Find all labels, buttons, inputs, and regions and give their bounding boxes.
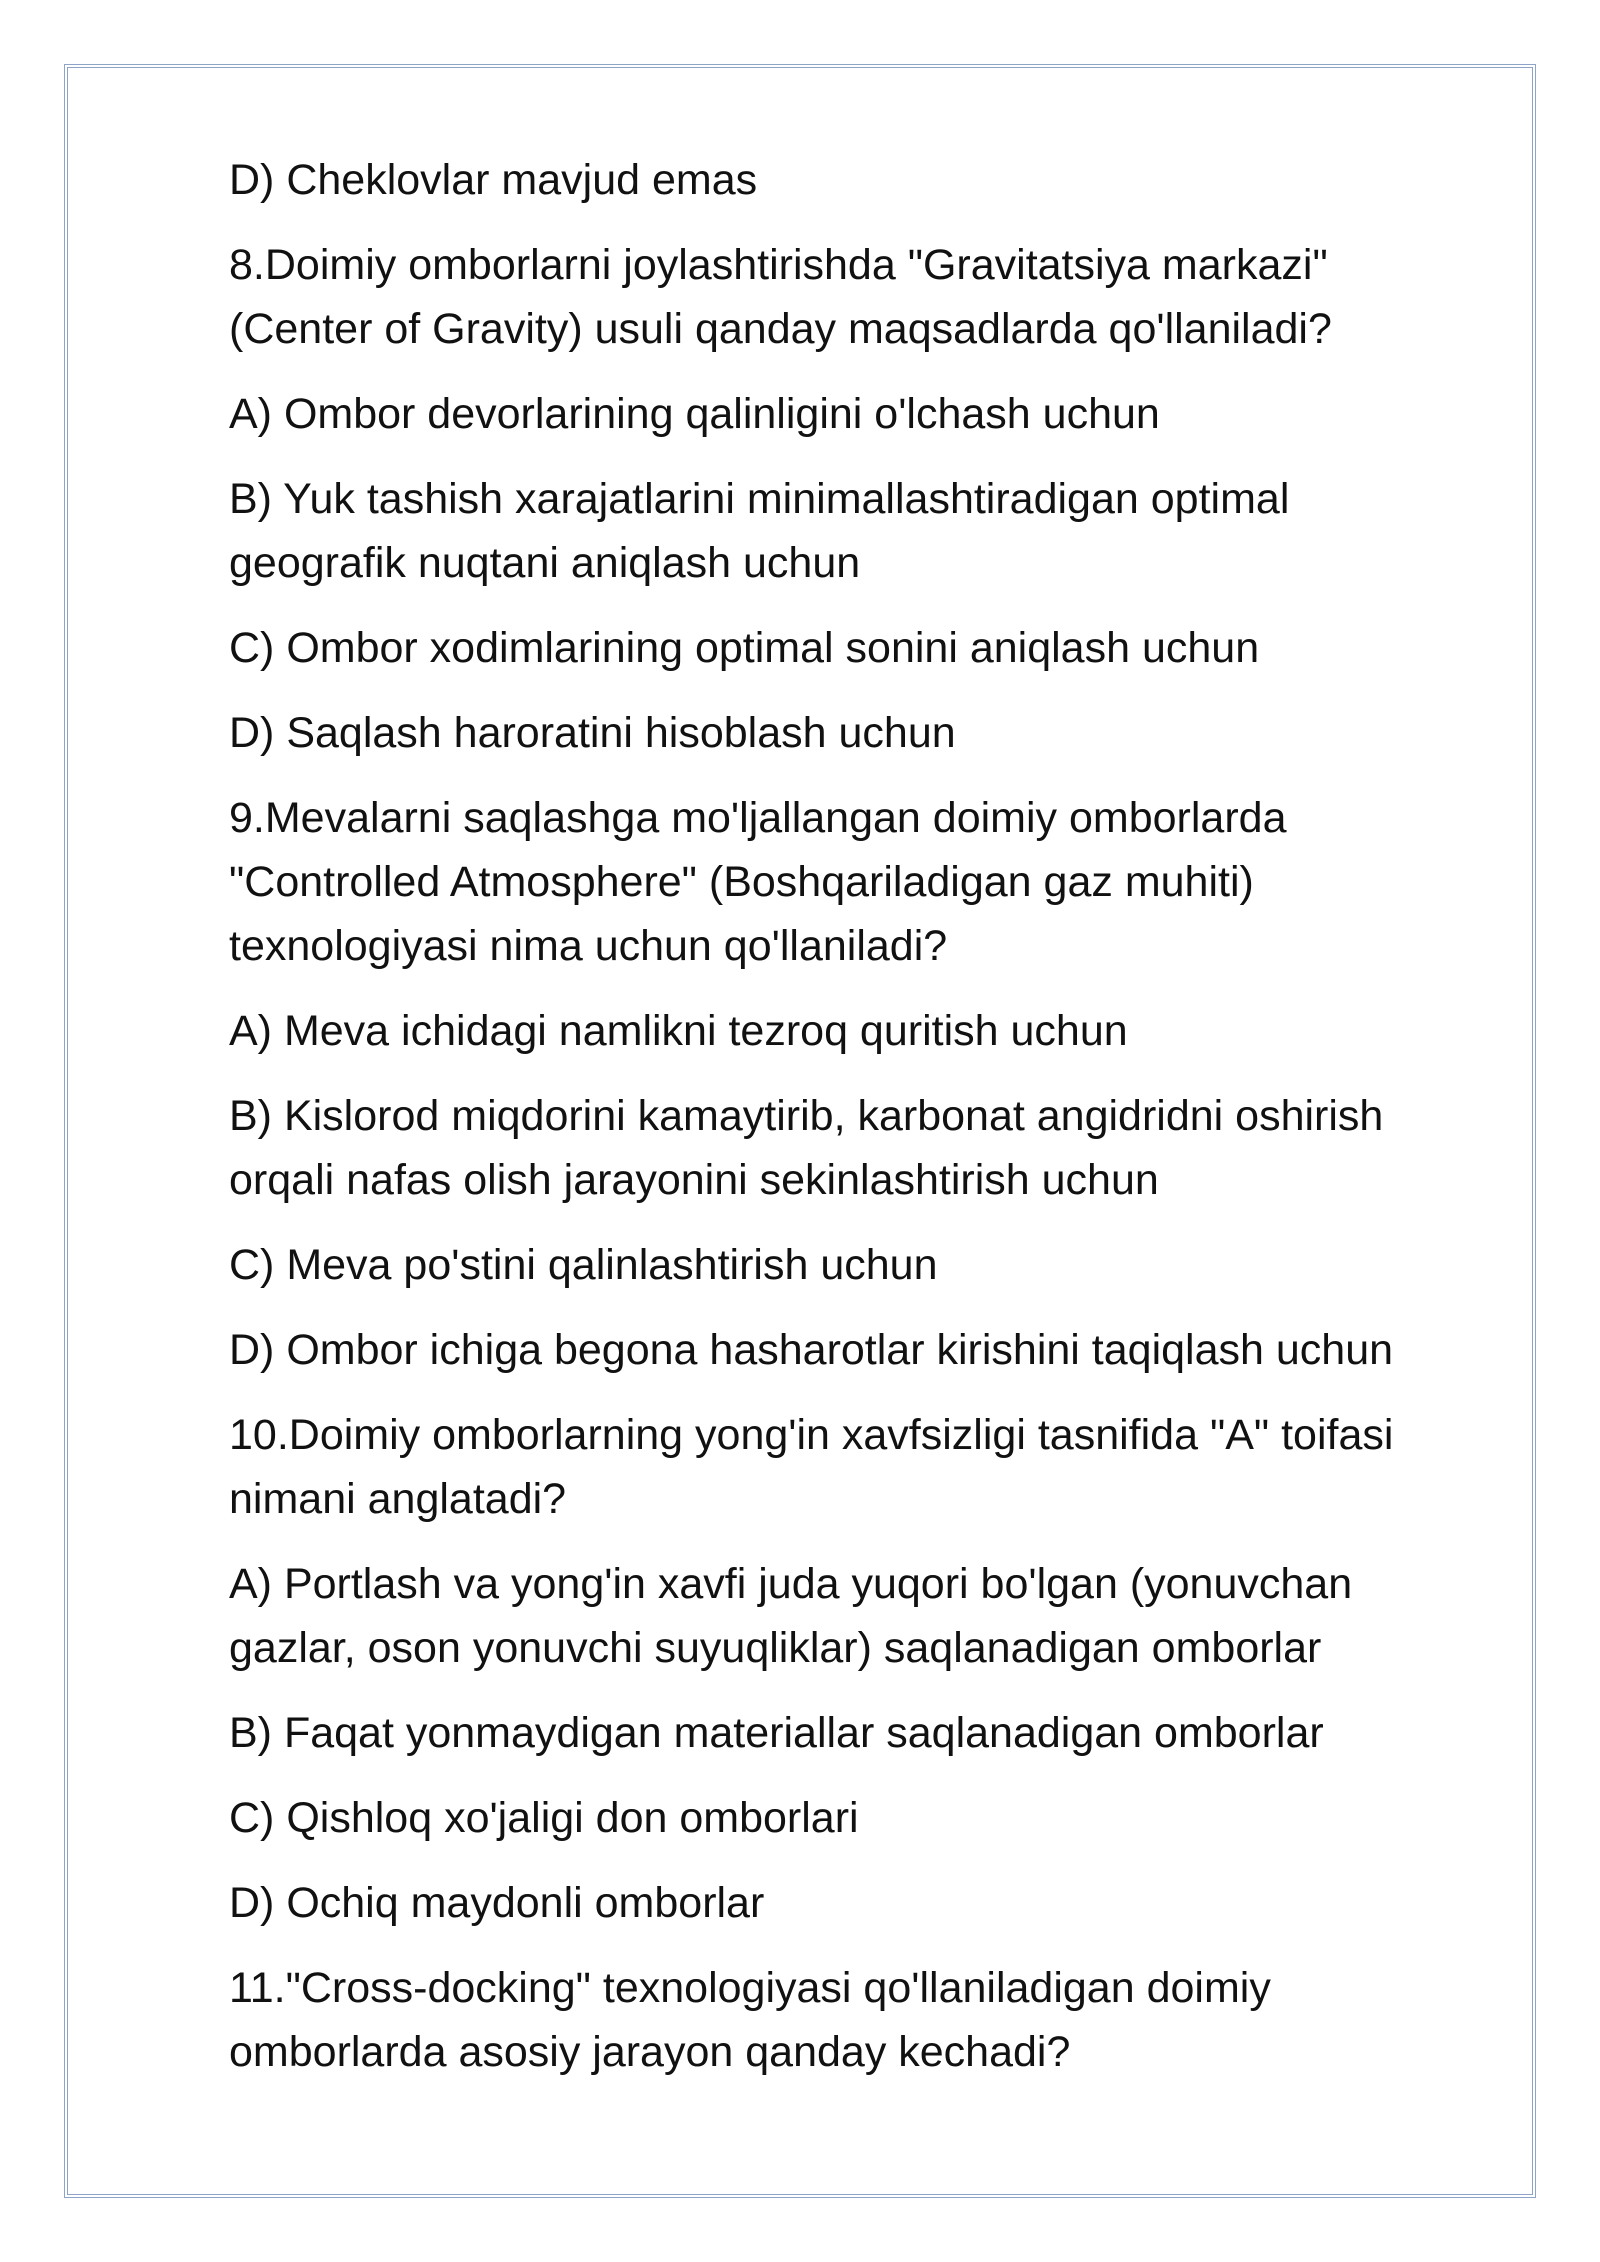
answer-option-9a: A) Meva ichidagi namlikni tezroq quritish uchun	[229, 1007, 1128, 1055]
answer-option-8c: C) Ombor xodimlarining optimal sonini aniqlash uchun	[229, 624, 1260, 672]
answer-option-7d: D) Cheklovlar mavjud emas	[229, 156, 758, 204]
document-body	[229, 148, 1459, 2105]
answer-option-10c: C) Qishloq xo'jaligi don omborlari	[229, 1794, 859, 1842]
answer-option-8d: D) Saqlash haroratini hisoblash uchun	[229, 709, 956, 757]
answer-option-10a: A) Portlash va yong'in xavfi juda yuqori bo'lgan (yonuvchan gazlar, oson yonuvchi suyuqliklar) saqlanadigan omborlar	[229, 1560, 1353, 1672]
answer-option-9c: C) Meva po'stini qalinlashtirish uchun	[229, 1241, 938, 1289]
answer-option-9b: B) Kislorod miqdorini kamaytirib, karbonat angidridni oshirish orqali nafas olish jarayonini sekinlashtirish uchun	[229, 1092, 1384, 1204]
answer-option-10d: D) Ochiq maydonli omborlar	[229, 1879, 765, 1927]
answer-option-10b: B) Faqat yonmaydigan materiallar saqlanadigan omborlar	[229, 1709, 1324, 1757]
question-8: 8.Doimiy omborlarni joylashtirishda "Gravitatsiya markazi" (Center of Gravity) usuli qanday maqsadlarda qo'llaniladi?	[229, 241, 1332, 353]
question-9: 9.Mevalarni saqlashga mo'ljallangan doimiy omborlarda "Controlled Atmosphere" (Boshqariladigan gaz muhiti) texnologiyasi nima uchun qo'llaniladi?	[229, 794, 1287, 970]
answer-option-8b: B) Yuk tashish xarajatlarini minimallashtiradigan optimal geografik nuqtani aniqlash uchun	[229, 475, 1290, 587]
question-11: 11."Cross-docking" texnologiyasi qo'llaniladigan doimiy omborlarda asosiy jarayon qanday kechadi?	[229, 1964, 1271, 2076]
question-10: 10.Doimiy omborlarning yong'in xavfsizligi tasnifida "A" toifasi nimani anglatadi?	[229, 1411, 1394, 1523]
answer-option-8a: A) Ombor devorlarining qalinligini o'lchash uchun	[229, 390, 1160, 438]
answer-option-9d: D) Ombor ichiga begona hasharotlar kirishini taqiqlash uchun	[229, 1326, 1394, 1374]
